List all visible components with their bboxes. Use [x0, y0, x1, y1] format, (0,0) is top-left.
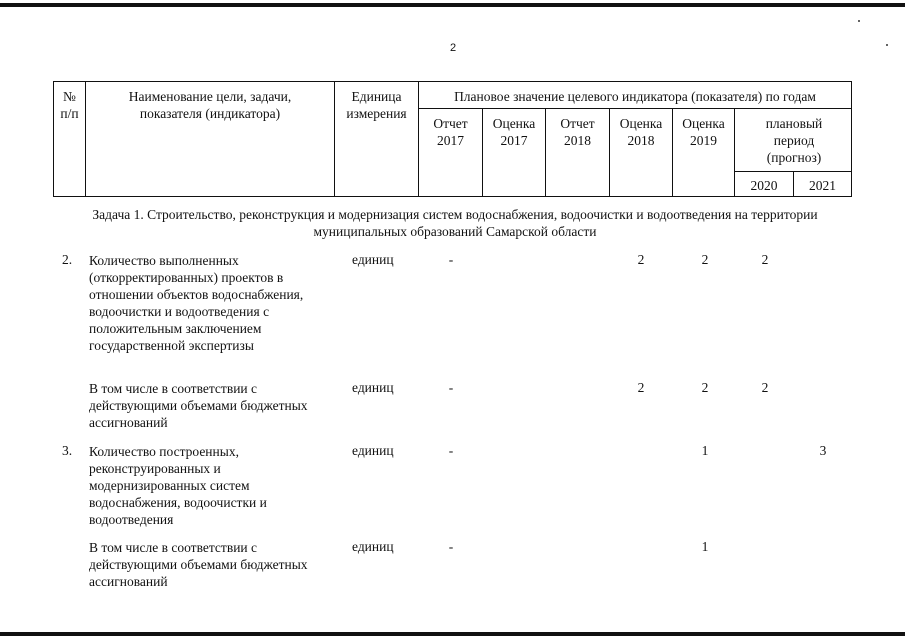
- indicator-name: Количество построенных, реконструированных и модернизированных систем водоснабжения, водоочистки и водоотведения: [89, 444, 267, 527]
- header-year: Оценка 2019: [682, 116, 725, 148]
- value-dash: -: [448, 539, 454, 554]
- header-unit-col: Единица измерения: [346, 89, 407, 121]
- header-year: Отчет 2017: [433, 116, 468, 148]
- table-header: [0, 0, 905, 200]
- header-year-2021: 2021: [809, 178, 836, 193]
- header-year-2020: 2020: [750, 178, 778, 193]
- header-planned-period: плановый период (прогноз): [765, 116, 823, 165]
- unit-cell: единиц: [352, 380, 394, 395]
- indicator-name: В том числе в соответствии с действующими объемами бюджетных ассигнований: [89, 540, 308, 589]
- value-ocenka-2019: 2: [701, 380, 709, 395]
- value-2020: 2: [761, 380, 769, 395]
- value-ocenka-2018: 2: [637, 380, 645, 395]
- indicator-name: Количество выполненных (откорректированных) проектов в отношении объектов водоснабжения, водоочистки и водоотведения с положительным заключением государственной экспертизы: [89, 253, 304, 353]
- page-number: 2: [449, 42, 457, 54]
- unit-cell: единиц: [352, 252, 394, 267]
- row-number: 3.: [62, 443, 73, 458]
- value-2021: 3: [819, 443, 827, 458]
- task-title: Задача 1. Строительство, реконструкция и модернизация систем водоснабжения, водоочистки и водоотведения на территории муниципальных образований Самарской области: [92, 207, 818, 239]
- header-name-col: Наименование цели, задачи, показателя (индикатора): [128, 89, 292, 121]
- value-dash: -: [448, 252, 454, 267]
- header-vline: [851, 81, 852, 197]
- indicator-name: В том числе в соответствии с действующими объемами бюджетных ассигнований: [89, 381, 308, 430]
- bottom-border-rule: [0, 632, 905, 636]
- value-ocenka-2019: 1: [701, 539, 709, 554]
- header-vline: [334, 81, 335, 197]
- value-dash: -: [448, 443, 454, 458]
- header-vline: [85, 81, 86, 197]
- header-year: Оценка 2017: [492, 116, 536, 148]
- unit-cell: единиц: [352, 539, 394, 554]
- header-line-top: [53, 81, 851, 82]
- row-number: 2.: [62, 252, 73, 267]
- value-dash: -: [448, 380, 454, 395]
- header-year: Отчет 2018: [560, 116, 595, 148]
- value-ocenka-2019: 2: [701, 252, 709, 267]
- value-ocenka-2019: 1: [701, 443, 709, 458]
- unit-cell: единиц: [352, 443, 394, 458]
- header-year: Оценка 2018: [619, 116, 663, 148]
- header-number-col: № п/п: [60, 89, 79, 121]
- value-ocenka-2018: 2: [637, 252, 645, 267]
- header-line-bottom: [53, 196, 851, 197]
- header-plan-col: Плановое значение целевого индикатора (показателя) по годам: [454, 89, 816, 104]
- value-2020: 2: [761, 252, 769, 267]
